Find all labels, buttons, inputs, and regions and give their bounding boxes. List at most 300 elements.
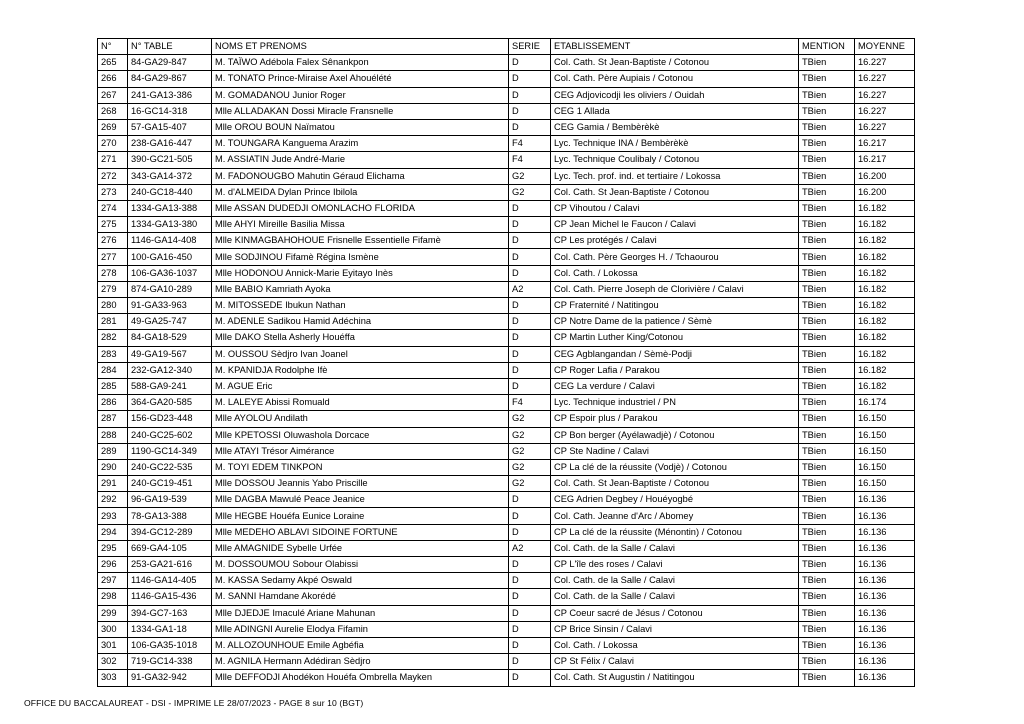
cell-name: M. TONATO Prince-Miraise Axel Ahouélété — [212, 71, 509, 87]
cell-mention: TBien — [799, 184, 855, 200]
cell-number: 289 — [98, 443, 128, 459]
cell-school: CP Vihoutou / Calavi — [551, 200, 799, 216]
cell-number: 285 — [98, 378, 128, 394]
table-row — [98, 459, 915, 475]
column-header-average: MOYENNE — [855, 39, 915, 55]
cell-name: M. AGNILA Hermann Adédiran Sèdjro — [212, 654, 509, 670]
cell-number: 282 — [98, 330, 128, 346]
cell-table-number: 874-GA10-289 — [128, 281, 212, 297]
cell-number: 291 — [98, 476, 128, 492]
cell-average: 16.182 — [855, 346, 915, 362]
cell-school: Col. Cath. / Lokossa — [551, 637, 799, 653]
table-row — [98, 589, 915, 605]
cell-school: Col. Cath. de la Salle / Calavi — [551, 573, 799, 589]
cell-school: CEG Gamia / Bembèrèkè — [551, 119, 799, 135]
cell-mention: TBien — [799, 378, 855, 394]
cell-serie: A2 — [509, 540, 551, 556]
cell-serie: D — [509, 670, 551, 686]
cell-table-number: 1190-GC14-349 — [128, 443, 212, 459]
table-row — [98, 87, 915, 103]
cell-table-number: 719-GC14-338 — [128, 654, 212, 670]
cell-number: 278 — [98, 265, 128, 281]
cell-mention: TBien — [799, 621, 855, 637]
cell-mention: TBien — [799, 249, 855, 265]
cell-mention: TBien — [799, 459, 855, 475]
cell-name: Mlle DAGBA Mawulé Peace Jeanice — [212, 492, 509, 508]
cell-school: Lyc. Technique INA / Bembèrèkè — [551, 136, 799, 152]
cell-average: 16.217 — [855, 136, 915, 152]
cell-mention: TBien — [799, 427, 855, 443]
cell-serie: D — [509, 87, 551, 103]
cell-mention: TBien — [799, 508, 855, 524]
cell-mention: TBien — [799, 670, 855, 686]
column-header-school: ETABLISSEMENT — [551, 39, 799, 55]
cell-school: CP Martin Luther King/Cotonou — [551, 330, 799, 346]
cell-average: 16.227 — [855, 119, 915, 135]
cell-table-number: 96-GA19-539 — [128, 492, 212, 508]
cell-name: M. DOSSOUMOU Sobour Olabissi — [212, 557, 509, 573]
cell-average: 16.174 — [855, 395, 915, 411]
cell-number: 301 — [98, 637, 128, 653]
cell-name: Mlle MEDEHO ABLAVI SIDOINE FORTUNE — [212, 524, 509, 540]
cell-name: Mlle AHYI Mireille Basilia Missa — [212, 217, 509, 233]
table-row — [98, 540, 915, 556]
cell-table-number: 343-GA14-372 — [128, 168, 212, 184]
cell-serie: F4 — [509, 136, 551, 152]
cell-serie: D — [509, 314, 551, 330]
cell-serie: F4 — [509, 152, 551, 168]
cell-name: M. ALLOZOUNHOUE Emile Agbéfia — [212, 637, 509, 653]
cell-number: 292 — [98, 492, 128, 508]
cell-average: 16.136 — [855, 589, 915, 605]
table-row — [98, 395, 915, 411]
cell-name: M. MITOSSEDE Ibukun Nathan — [212, 298, 509, 314]
cell-mention: TBien — [799, 362, 855, 378]
cell-serie: G2 — [509, 443, 551, 459]
cell-school: Col. Cath. Pierre Joseph de Clorivière / Calavi — [551, 281, 799, 297]
cell-name: Mlle KPETOSSI Oluwashola Dorcace — [212, 427, 509, 443]
cell-average: 16.182 — [855, 362, 915, 378]
cell-serie: D — [509, 605, 551, 621]
cell-number: 281 — [98, 314, 128, 330]
cell-mention: TBien — [799, 119, 855, 135]
table-row — [98, 492, 915, 508]
cell-serie: D — [509, 346, 551, 362]
cell-serie: D — [509, 589, 551, 605]
cell-number: 294 — [98, 524, 128, 540]
cell-number: 276 — [98, 233, 128, 249]
cell-table-number: 100-GA16-450 — [128, 249, 212, 265]
cell-average: 16.200 — [855, 184, 915, 200]
cell-table-number: 364-GA20-585 — [128, 395, 212, 411]
cell-name: M. LALEYE Abissi Romuald — [212, 395, 509, 411]
cell-serie: D — [509, 557, 551, 573]
cell-name: Mlle DJEDJE Imaculé Ariane Mahunan — [212, 605, 509, 621]
cell-school: Col. Cath. St Jean-Baptiste / Cotonou — [551, 184, 799, 200]
cell-serie: A2 — [509, 281, 551, 297]
cell-number: 287 — [98, 411, 128, 427]
cell-mention: TBien — [799, 200, 855, 216]
cell-average: 16.136 — [855, 492, 915, 508]
cell-mention: TBien — [799, 557, 855, 573]
cell-school: CEG La verdure / Calavi — [551, 378, 799, 394]
table-row — [98, 217, 915, 233]
cell-number: 269 — [98, 119, 128, 135]
cell-table-number: 1334-GA1-18 — [128, 621, 212, 637]
cell-mention: TBien — [799, 233, 855, 249]
cell-serie: D — [509, 265, 551, 281]
table-row — [98, 281, 915, 297]
cell-mention: TBien — [799, 524, 855, 540]
table-body — [98, 55, 915, 686]
cell-number: 265 — [98, 55, 128, 71]
cell-serie: D — [509, 55, 551, 71]
cell-table-number: 238-GA16-447 — [128, 136, 212, 152]
cell-average: 16.136 — [855, 670, 915, 686]
table-row — [98, 71, 915, 87]
cell-school: Col. Cath. St Jean-Baptiste / Cotonou — [551, 55, 799, 71]
table-row — [98, 524, 915, 540]
cell-serie: G2 — [509, 459, 551, 475]
cell-average: 16.182 — [855, 281, 915, 297]
cell-mention: TBien — [799, 654, 855, 670]
cell-average: 16.136 — [855, 573, 915, 589]
cell-school: Col. Cath. St Jean-Baptiste / Cotonou — [551, 476, 799, 492]
cell-name: Mlle ALLADAKAN Dossi Miracle Fransnelle — [212, 103, 509, 119]
cell-table-number: 84-GA18-529 — [128, 330, 212, 346]
cell-school: CP Coeur sacré de Jésus / Cotonou — [551, 605, 799, 621]
cell-number: 293 — [98, 508, 128, 524]
table-row — [98, 346, 915, 362]
cell-mention: TBien — [799, 55, 855, 71]
cell-table-number: 1146-GA15-436 — [128, 589, 212, 605]
cell-table-number: 1334-GA13-380 — [128, 217, 212, 233]
cell-mention: TBien — [799, 443, 855, 459]
cell-average: 16.136 — [855, 524, 915, 540]
cell-average: 16.150 — [855, 427, 915, 443]
cell-average: 16.182 — [855, 200, 915, 216]
cell-number: 290 — [98, 459, 128, 475]
cell-table-number: 253-GA21-616 — [128, 557, 212, 573]
cell-name: Mlle HEGBE Houéfa Eunice Loraine — [212, 508, 509, 524]
table-row — [98, 249, 915, 265]
page-footer: OFFICE DU BACCALAUREAT - DSI - IMPRIME LE 28/07/2023 - PAGE 8 sur 10 (BGT) — [24, 698, 364, 708]
cell-school: CEG 1 Allada — [551, 103, 799, 119]
cell-serie: D — [509, 524, 551, 540]
cell-mention: TBien — [799, 152, 855, 168]
cell-mention: TBien — [799, 87, 855, 103]
cell-number: 272 — [98, 168, 128, 184]
cell-number: 286 — [98, 395, 128, 411]
cell-number: 268 — [98, 103, 128, 119]
cell-number: 300 — [98, 621, 128, 637]
cell-table-number: 84-GA29-867 — [128, 71, 212, 87]
cell-school: Col. Cath. St Augustin / Natitingou — [551, 670, 799, 686]
cell-table-number: 1334-GA13-388 — [128, 200, 212, 216]
cell-average: 16.136 — [855, 557, 915, 573]
cell-school: CEG Adjovicodji les oliviers / Ouidah — [551, 87, 799, 103]
cell-name: M. TAÏWO Adébola Falex Sênankpon — [212, 55, 509, 71]
table-row — [98, 508, 915, 524]
cell-school: Lyc. Technique industriel / PN — [551, 395, 799, 411]
cell-table-number: 49-GA25-747 — [128, 314, 212, 330]
cell-average: 16.136 — [855, 605, 915, 621]
table-row — [98, 298, 915, 314]
table-row — [98, 411, 915, 427]
cell-serie: D — [509, 103, 551, 119]
column-header-number: N° — [98, 39, 128, 55]
cell-average: 16.182 — [855, 314, 915, 330]
cell-serie: D — [509, 330, 551, 346]
table-row — [98, 621, 915, 637]
cell-name: M. TOYI EDEM TINKPON — [212, 459, 509, 475]
cell-mention: TBien — [799, 492, 855, 508]
table-row — [98, 152, 915, 168]
cell-mention: TBien — [799, 589, 855, 605]
cell-school: CP Jean Michel le Faucon / Calavi — [551, 217, 799, 233]
table-row — [98, 654, 915, 670]
cell-average: 16.136 — [855, 637, 915, 653]
cell-school: CEG Adrien Degbey / Houéyogbé — [551, 492, 799, 508]
column-header-mention: MENTION — [799, 39, 855, 55]
cell-average: 16.227 — [855, 71, 915, 87]
cell-table-number: 49-GA19-567 — [128, 346, 212, 362]
cell-mention: TBien — [799, 395, 855, 411]
cell-school: Col. Cath. de la Salle / Calavi — [551, 540, 799, 556]
cell-name: M. KASSA Sedamy Akpé Oswald — [212, 573, 509, 589]
cell-mention: TBien — [799, 411, 855, 427]
cell-average: 16.136 — [855, 540, 915, 556]
cell-serie: D — [509, 637, 551, 653]
cell-number: 274 — [98, 200, 128, 216]
cell-school: Col. Cath. Père Aupiais / Cotonou — [551, 71, 799, 87]
cell-school: Lyc. Tech. prof. ind. et tertiaire / Lokossa — [551, 168, 799, 184]
cell-name: M. ASSIATIN Jude André-Marie — [212, 152, 509, 168]
cell-serie: D — [509, 71, 551, 87]
cell-serie: D — [509, 508, 551, 524]
cell-name: Mlle HODONOU Annick-Marie Eyitayo Inès — [212, 265, 509, 281]
column-header-table-number: N° TABLE — [128, 39, 212, 55]
cell-mention: TBien — [799, 168, 855, 184]
cell-name: Mlle DAKO Stella Asherly Houéffa — [212, 330, 509, 346]
cell-number: 277 — [98, 249, 128, 265]
cell-mention: TBien — [799, 298, 855, 314]
table-row — [98, 330, 915, 346]
cell-school: CEG Agblangandan / Sèmè-Podji — [551, 346, 799, 362]
cell-mention: TBien — [799, 71, 855, 87]
cell-school: Col. Cath. / Lokossa — [551, 265, 799, 281]
cell-table-number: 84-GA29-847 — [128, 55, 212, 71]
cell-mention: TBien — [799, 573, 855, 589]
cell-average: 16.150 — [855, 459, 915, 475]
cell-table-number: 232-GA12-340 — [128, 362, 212, 378]
cell-table-number: 241-GA13-386 — [128, 87, 212, 103]
cell-table-number: 588-GA9-241 — [128, 378, 212, 394]
cell-serie: G2 — [509, 168, 551, 184]
cell-serie: G2 — [509, 427, 551, 443]
cell-school: Lyc. Technique Coulibaly / Cotonou — [551, 152, 799, 168]
cell-school: CP Brice Sinsin / Calavi — [551, 621, 799, 637]
table-row — [98, 55, 915, 71]
cell-school: CP Les protégés / Calavi — [551, 233, 799, 249]
table-row — [98, 670, 915, 686]
table-row — [98, 378, 915, 394]
table-row — [98, 573, 915, 589]
cell-mention: TBien — [799, 217, 855, 233]
cell-name: Mlle KINMAGBAHOHOUE Frisnelle Essentielle Fifamè — [212, 233, 509, 249]
cell-serie: D — [509, 492, 551, 508]
cell-number: 283 — [98, 346, 128, 362]
cell-table-number: 1146-GA14-408 — [128, 233, 212, 249]
table-row — [98, 200, 915, 216]
cell-name: M. TOUNGARA Kanguema Arazim — [212, 136, 509, 152]
cell-average: 16.227 — [855, 87, 915, 103]
table-row — [98, 168, 915, 184]
cell-number: 275 — [98, 217, 128, 233]
table-row — [98, 103, 915, 119]
cell-table-number: 240-GC25-602 — [128, 427, 212, 443]
cell-name: Mlle AYOLOU Andilath — [212, 411, 509, 427]
cell-average: 16.150 — [855, 443, 915, 459]
cell-name: Mlle ASSAN DUDEDJI OMONLACHO FLORIDA — [212, 200, 509, 216]
cell-school: CP Ste Nadine / Calavi — [551, 443, 799, 459]
cell-name: Mlle DEFFODJI Ahodékon Houéfa Ombrella Mayken — [212, 670, 509, 686]
cell-mention: TBien — [799, 476, 855, 492]
cell-name: M. FADONOUGBO Mahutin Géraud Elichama — [212, 168, 509, 184]
cell-number: 284 — [98, 362, 128, 378]
cell-average: 16.227 — [855, 103, 915, 119]
cell-name: M. GOMADANOU Junior Roger — [212, 87, 509, 103]
cell-name: M. ADENLE Sadikou Hamid Adéchina — [212, 314, 509, 330]
cell-table-number: 390-GC21-505 — [128, 152, 212, 168]
table-row — [98, 233, 915, 249]
cell-mention: TBien — [799, 103, 855, 119]
cell-school: CP La clé de la réussite (Ménontin) / Cotonou — [551, 524, 799, 540]
cell-number: 297 — [98, 573, 128, 589]
cell-table-number: 156-GD23-448 — [128, 411, 212, 427]
cell-mention: TBien — [799, 605, 855, 621]
cell-mention: TBien — [799, 346, 855, 362]
cell-table-number: 240-GC22-535 — [128, 459, 212, 475]
cell-number: 299 — [98, 605, 128, 621]
table-row — [98, 637, 915, 653]
cell-name: M. d'ALMEIDA Dylan Prince Ibilola — [212, 184, 509, 200]
cell-name: M. AGUE Eric — [212, 378, 509, 394]
cell-average: 16.136 — [855, 621, 915, 637]
cell-serie: D — [509, 378, 551, 394]
table-row — [98, 119, 915, 135]
cell-table-number: 57-GA15-407 — [128, 119, 212, 135]
cell-number: 279 — [98, 281, 128, 297]
column-header-serie: SERIE — [509, 39, 551, 55]
cell-school: CP Notre Dame de la patience / Sèmè — [551, 314, 799, 330]
cell-serie: D — [509, 654, 551, 670]
table-row — [98, 136, 915, 152]
cell-number: 266 — [98, 71, 128, 87]
cell-serie: G2 — [509, 411, 551, 427]
cell-mention: TBien — [799, 281, 855, 297]
cell-table-number: 240-GC19-451 — [128, 476, 212, 492]
cell-mention: TBien — [799, 637, 855, 653]
table-row — [98, 427, 915, 443]
cell-school: CP St Félix / Calavi — [551, 654, 799, 670]
cell-serie: D — [509, 119, 551, 135]
cell-mention: TBien — [799, 136, 855, 152]
table-row — [98, 557, 915, 573]
cell-average: 16.136 — [855, 508, 915, 524]
cell-serie: D — [509, 362, 551, 378]
cell-average: 16.182 — [855, 378, 915, 394]
cell-number: 267 — [98, 87, 128, 103]
cell-school: CP Bon berger (Ayélawadjè) / Cotonou — [551, 427, 799, 443]
cell-name: Mlle DOSSOU Jeannis Yabo Priscille — [212, 476, 509, 492]
cell-name: Mlle ATAYI Trésor Aimérance — [212, 443, 509, 459]
cell-name: Mlle AMAGNIDE Sybelle Urfée — [212, 540, 509, 556]
cell-number: 271 — [98, 152, 128, 168]
table-header-row — [98, 39, 915, 55]
cell-number: 288 — [98, 427, 128, 443]
cell-school: CP Roger Lafia / Parakou — [551, 362, 799, 378]
cell-name: M. OUSSOU Sèdjro Ivan Joanel — [212, 346, 509, 362]
cell-average: 16.182 — [855, 298, 915, 314]
cell-serie: D — [509, 573, 551, 589]
cell-number: 270 — [98, 136, 128, 152]
cell-name: M. SANNI Hamdane Akorédé — [212, 589, 509, 605]
cell-number: 280 — [98, 298, 128, 314]
cell-average: 16.182 — [855, 217, 915, 233]
cell-serie: G2 — [509, 184, 551, 200]
cell-table-number: 669-GA4-105 — [128, 540, 212, 556]
cell-serie: D — [509, 621, 551, 637]
cell-school: Col. Cath. de la Salle / Calavi — [551, 589, 799, 605]
cell-serie: D — [509, 217, 551, 233]
cell-table-number: 16-GC14-318 — [128, 103, 212, 119]
cell-mention: TBien — [799, 314, 855, 330]
cell-serie: D — [509, 200, 551, 216]
cell-school: Col. Cath. Jeanne d'Arc / Abomey — [551, 508, 799, 524]
cell-average: 16.150 — [855, 476, 915, 492]
cell-number: 273 — [98, 184, 128, 200]
cell-school: CP Fraternité / Natitingou — [551, 298, 799, 314]
table-row — [98, 184, 915, 200]
cell-school: CP Espoir plus / Parakou — [551, 411, 799, 427]
column-header-names: NOMS ET PRENOMS — [212, 39, 509, 55]
table-row — [98, 443, 915, 459]
cell-number: 296 — [98, 557, 128, 573]
cell-school: Col. Cath. Père Georges H. / Tchaourou — [551, 249, 799, 265]
table-row — [98, 265, 915, 281]
cell-serie: D — [509, 233, 551, 249]
cell-table-number: 394-GC12-289 — [128, 524, 212, 540]
cell-serie: D — [509, 249, 551, 265]
cell-name: Mlle SODJINOU Fifamè Régina Ismène — [212, 249, 509, 265]
cell-name: Mlle OROU BOUN Naïmatou — [212, 119, 509, 135]
cell-table-number: 1146-GA14-405 — [128, 573, 212, 589]
cell-average: 16.150 — [855, 411, 915, 427]
cell-average: 16.182 — [855, 249, 915, 265]
cell-number: 295 — [98, 540, 128, 556]
cell-average: 16.200 — [855, 168, 915, 184]
cell-average: 16.182 — [855, 265, 915, 281]
cell-name: Mlle ADINGNI Aurelie Elodya Fifamin — [212, 621, 509, 637]
cell-mention: TBien — [799, 265, 855, 281]
cell-school: CP L'île des roses / Calavi — [551, 557, 799, 573]
cell-table-number: 106-GA35-1018 — [128, 637, 212, 653]
cell-serie: D — [509, 298, 551, 314]
cell-average: 16.227 — [855, 55, 915, 71]
cell-mention: TBien — [799, 540, 855, 556]
cell-table-number: 78-GA13-388 — [128, 508, 212, 524]
